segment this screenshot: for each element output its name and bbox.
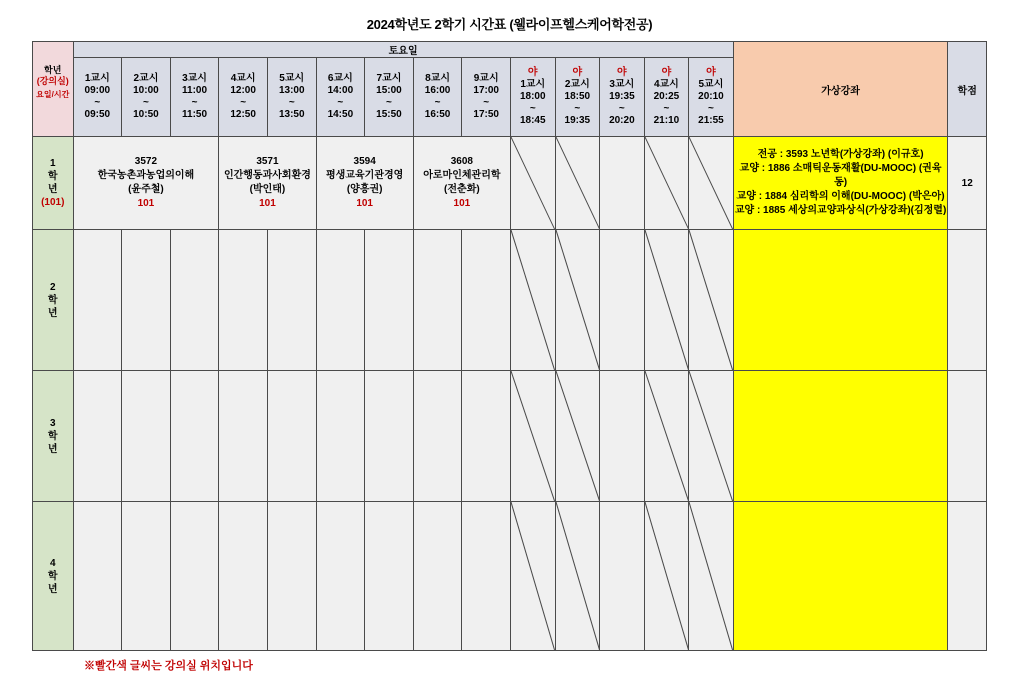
empty-slot[interactable] [365, 371, 414, 502]
class-room: 101 [453, 198, 471, 209]
empty-slot[interactable] [219, 502, 268, 651]
period-tilde: ~ [142, 97, 149, 108]
credit-cell [948, 230, 987, 371]
period-start: 15:00 [376, 85, 402, 96]
empty-slot[interactable] [365, 230, 414, 371]
period-start: 10:00 [133, 85, 159, 96]
period-name: 5교시 [279, 73, 305, 84]
unavailable-slot [644, 502, 689, 651]
empty-slot[interactable] [316, 371, 365, 502]
period-name: 1교시 [84, 73, 110, 84]
period-tilde: ~ [386, 97, 392, 108]
grade-char: 1 [49, 158, 56, 169]
empty-slot[interactable] [122, 502, 171, 651]
grade-char: 4 [49, 557, 56, 569]
period-end: 09:50 [84, 109, 111, 120]
period-end: 20:20 [609, 115, 635, 126]
period-name: 9교시 [473, 73, 499, 84]
empty-slot[interactable] [462, 230, 511, 371]
unavailable-slot [510, 230, 555, 371]
period-start: 11:00 [182, 85, 208, 96]
class-name: 아로마인체관리학 [423, 170, 501, 181]
period-name: 4교시 [230, 73, 256, 84]
grade-cell-2 [33, 230, 74, 371]
grade-char: 3 [49, 417, 56, 429]
class-professor: (박인태) [249, 184, 286, 195]
period-header-2 [122, 58, 171, 137]
unavailable-slot [555, 371, 600, 502]
class-cell[interactable] [73, 137, 219, 230]
period-end: 21:55 [698, 115, 724, 126]
period-end: 19:35 [564, 115, 591, 126]
table-row [33, 502, 987, 651]
period-header-6 [316, 58, 365, 137]
grade-cell-1 [33, 137, 74, 230]
empty-slot[interactable] [267, 371, 316, 502]
empty-slot[interactable] [365, 502, 414, 651]
corner-label-day-time: 요일/시간 [36, 90, 70, 99]
period-name: 5교시 [698, 79, 724, 90]
period-tilde: ~ [483, 97, 490, 108]
timetable [32, 41, 987, 651]
night-marker: 야 [617, 67, 627, 78]
period-name: 7교시 [376, 73, 402, 84]
virtual-course-cell[interactable] [733, 137, 948, 230]
period-tilde: ~ [529, 103, 536, 114]
grade-char: 년 [47, 184, 58, 195]
virtual-course-cell[interactable] [733, 502, 948, 651]
period-start: 13:00 [278, 85, 305, 96]
grade-cell-3 [33, 371, 74, 502]
class-cell[interactable] [316, 137, 413, 230]
empty-slot[interactable] [413, 502, 462, 651]
period-header-14 [689, 58, 734, 137]
class-cell[interactable] [413, 137, 510, 230]
period-name: 8교시 [425, 73, 451, 84]
grade-room: (101) [41, 197, 65, 208]
period-end: 15:50 [376, 109, 402, 120]
period-header-7 [365, 58, 414, 137]
corner-label-room: (강의실) [36, 76, 69, 86]
period-end: 17:50 [473, 109, 499, 120]
period-header-3 [170, 58, 219, 137]
empty-slot[interactable] [122, 371, 171, 502]
period-name: 2교시 [133, 73, 159, 84]
corner-label-grade: 학년 [44, 65, 62, 75]
period-name: 3교시 [182, 73, 207, 84]
unavailable-slot [555, 137, 600, 230]
period-start: 18:00 [519, 91, 546, 102]
class-code: 3594 [353, 156, 376, 167]
class-professor: (윤주철) [128, 184, 164, 195]
empty-slot[interactable] [170, 230, 219, 371]
period-name: 1교시 [520, 79, 546, 90]
class-room: 101 [259, 198, 276, 209]
period-tilde: ~ [618, 103, 625, 114]
virtual-course-cell[interactable] [733, 371, 948, 502]
unavailable-slot [644, 230, 689, 371]
class-code: 3608 [450, 156, 473, 167]
empty-slot[interactable] [122, 230, 171, 371]
empty-slot[interactable] [267, 502, 316, 651]
period-end: 10:50 [133, 109, 159, 120]
class-cell[interactable] [219, 137, 316, 230]
empty-slot[interactable] [600, 371, 645, 502]
empty-slot[interactable] [413, 371, 462, 502]
unavailable-slot [644, 137, 689, 230]
grade-char: 2 [49, 281, 56, 293]
virtual-course-line: 교양 : 1884 심리학의 이해(DU-MOOC) (박은아) 교양 : 1885 세상의교양과상식(가상강좌)(김정렬) [734, 191, 947, 216]
unavailable-slot [689, 502, 734, 651]
empty-slot[interactable] [73, 502, 122, 651]
virtual-course-cell[interactable] [733, 230, 948, 371]
night-marker: 야 [706, 67, 716, 78]
unavailable-slot [555, 502, 600, 651]
period-start: 20:10 [698, 91, 724, 102]
grade-char: 학 [47, 171, 58, 182]
credit-header: 학점 [948, 42, 987, 137]
period-header-11 [555, 58, 600, 137]
empty-slot[interactable] [219, 371, 268, 502]
period-start: 20:25 [653, 91, 680, 102]
empty-slot[interactable] [170, 502, 219, 651]
period-header-13 [644, 58, 689, 137]
night-marker: 야 [661, 67, 672, 78]
table-row [33, 137, 987, 230]
credit-cell [948, 502, 987, 651]
period-tilde: ~ [288, 97, 295, 108]
unavailable-slot [644, 371, 689, 502]
period-header-4 [219, 58, 268, 137]
empty-slot[interactable] [413, 230, 462, 371]
period-header-8 [413, 58, 462, 137]
unavailable-slot [555, 230, 600, 371]
night-marker: 야 [527, 67, 538, 78]
class-room: 101 [137, 198, 155, 209]
grade-cell-4 [33, 502, 74, 651]
period-start: 16:00 [424, 85, 451, 96]
night-marker: 야 [572, 67, 583, 78]
grade-char: 학 [47, 570, 58, 582]
period-start: 12:00 [230, 85, 256, 96]
period-start: 14:00 [327, 85, 354, 96]
unavailable-slot [689, 137, 734, 230]
class-name: 인간행동과사회환경 [223, 170, 311, 181]
period-end: 11:50 [182, 109, 208, 120]
period-name: 4교시 [653, 79, 679, 90]
empty-slot[interactable] [316, 230, 365, 371]
class-name: 한국농촌과농업의이해 [97, 170, 195, 181]
unavailable-slot [689, 230, 734, 371]
grade-char: 학 [47, 430, 58, 442]
table-row [33, 371, 987, 502]
period-name: 3교시 [609, 79, 635, 90]
empty-slot[interactable] [219, 230, 268, 371]
page-title: 2024학년도 2학기 시간표 (웰라이프헬스케어학전공) [366, 17, 653, 32]
empty-slot[interactable] [267, 230, 316, 371]
period-tilde: ~ [708, 103, 714, 114]
footnote: ※빨간색 글씨는 강의실 위치입니다 [84, 660, 253, 672]
virtual-course-header: 가상강좌 [733, 42, 948, 137]
empty-slot[interactable] [316, 502, 365, 651]
period-name: 2교시 [564, 79, 590, 90]
period-end: 18:45 [519, 115, 546, 126]
empty-slot[interactable] [600, 230, 645, 371]
virtual-course-line: 전공 : 3593 노년학(가상강좌) (이규호) [757, 149, 924, 160]
credit-cell [948, 371, 987, 502]
period-tilde: ~ [94, 97, 101, 108]
class-code: 3571 [256, 156, 279, 167]
empty-slot[interactable] [600, 137, 645, 230]
grade-char: 년 [47, 443, 58, 455]
period-end: 16:50 [424, 109, 451, 120]
day-header-saturday: 토요일 [73, 42, 733, 58]
class-professor: (전춘화) [444, 184, 480, 195]
unavailable-slot [689, 371, 734, 502]
period-end: 13:50 [278, 109, 305, 120]
empty-slot[interactable] [462, 502, 511, 651]
period-start: 18:50 [564, 91, 591, 102]
period-name: 6교시 [327, 73, 353, 84]
period-tilde: ~ [191, 97, 198, 108]
period-tilde: ~ [663, 103, 670, 114]
grade-char: 년 [47, 583, 58, 595]
table-row [33, 230, 987, 371]
empty-slot[interactable] [170, 371, 219, 502]
empty-slot[interactable] [73, 230, 122, 371]
period-start: 09:00 [84, 85, 111, 96]
unavailable-slot [510, 502, 555, 651]
corner-header [33, 42, 74, 137]
virtual-course-line: 교양 : 1886 소매틱운동재활(DU-MOOC) (권육동) [739, 163, 942, 188]
period-start: 19:35 [609, 91, 635, 102]
unavailable-slot [510, 137, 555, 230]
grade-char: 학 [47, 294, 58, 306]
class-professor: (양흥권) [346, 184, 383, 195]
period-end: 12:50 [230, 109, 256, 120]
period-tilde: ~ [574, 103, 581, 114]
class-name: 평생교육기관경영 [326, 170, 404, 181]
period-tilde: ~ [240, 97, 247, 108]
unavailable-slot [510, 371, 555, 502]
header-row-day [33, 42, 987, 58]
period-end: 14:50 [327, 109, 354, 120]
class-room: 101 [356, 198, 373, 209]
class-code: 3572 [134, 156, 158, 167]
period-header-1 [73, 58, 122, 137]
credit-cell: 12 [948, 137, 987, 230]
period-header-10 [510, 58, 555, 137]
empty-slot[interactable] [600, 502, 645, 651]
empty-slot[interactable] [462, 371, 511, 502]
period-tilde: ~ [337, 97, 344, 108]
grade-char: 년 [47, 307, 58, 319]
period-header-9 [462, 58, 511, 137]
period-header-5 [267, 58, 316, 137]
empty-slot[interactable] [73, 371, 122, 502]
period-tilde: ~ [434, 97, 441, 108]
period-end: 21:10 [653, 115, 680, 126]
period-start: 17:00 [473, 85, 499, 96]
period-header-12 [600, 58, 645, 137]
